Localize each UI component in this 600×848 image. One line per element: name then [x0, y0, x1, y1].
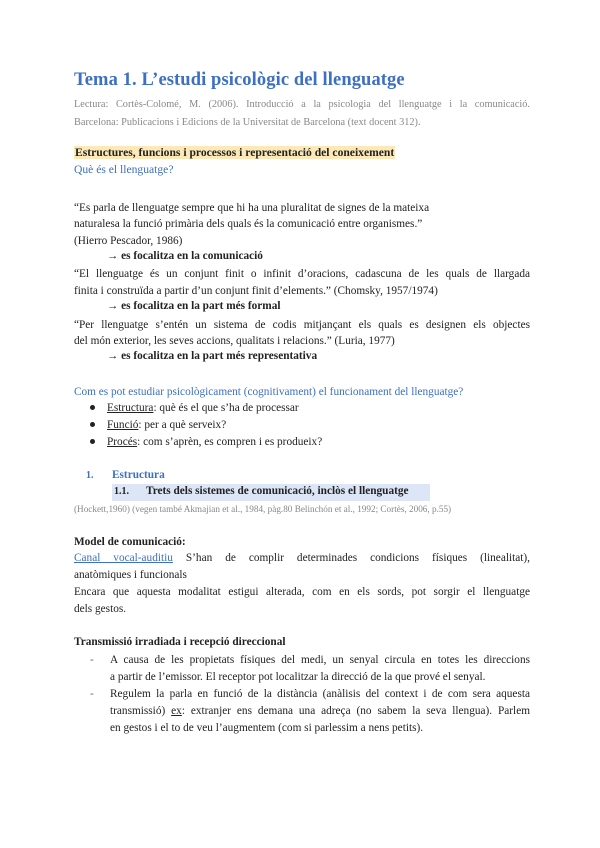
model-heading: Model de comunicació: — [74, 536, 186, 548]
model-line-4: dels gestos. — [74, 603, 127, 615]
model-line-2: anatòmiques i funcionals — [74, 569, 187, 581]
page-title: Tema 1. L’estudi psicològic del llenguatge — [74, 70, 405, 90]
model-line-1: Canal vocal-auditiu S’han de complir determinades condicions físiques (linealitat), — [74, 552, 530, 564]
bullet-icon — [90, 405, 95, 410]
transmission-item-1: - A causa de les propietats físiques del medi, un senyal circula en totes les direccions a partir de l’emissor. El receptor pot localitzar la direcció de la que prové el senyal. — [90, 654, 530, 683]
definition-1-line-1: “Es parla de llenguatge sempre que hi ha una pluralitat de signes de la mateixa — [74, 202, 430, 214]
channel-link[interactable]: Canal vocal-auditiu — [74, 552, 173, 564]
bullet-item-process: Procés: com s’aprèn, es compren i es produeix? — [90, 436, 322, 448]
section-question: Què és el llenguatge? — [74, 163, 174, 176]
definition-3-line-2: del món exterior, les seves accions, qualitats i relacions.” (Luria, 1977) — [74, 335, 395, 347]
bullet-item-structure: Estructura: què és el que s’ha de processar — [90, 402, 299, 414]
transmission-heading: Transmissió irradiada i recepció direccional — [74, 636, 286, 648]
bullet-icon — [90, 422, 95, 427]
definition-2-focus-note: → es focalitza en la part més formal — [107, 300, 281, 312]
section-heading: Estructures, funcions i processos i representació del coneixement — [75, 146, 395, 159]
dash-icon: - — [90, 688, 94, 700]
reading-line-2: Barcelona: Publicacions i Edicions de la Universitat de Barcelona (text docent 312). — [74, 117, 421, 128]
reading-reference — [74, 96, 530, 132]
bullet-icon — [90, 439, 95, 444]
definition-2-line-1: “El llenguatge és un conjunt finit o infinit d’oracions, cadascuna de les quals de llargada — [74, 268, 530, 280]
definition-3-line-1: “Per llenguatge s’entén un sistema de codis mitjançant els quals es designen els objectes — [74, 319, 530, 331]
study-question: Com es pot estudiar psicològicament (cognitivament) el funcionament del llenguatge? — [74, 386, 464, 398]
model-line-3: Encara que aquesta modalitat estigui alterada, com en els sords, pot sorgir el llenguatge — [74, 586, 530, 598]
definition-1-source: (Hierro Pescador, 1986) — [74, 235, 183, 247]
reading-line-1: Lectura: Cortès-Colomé, M. (2006). Introducció a la psicologia del llenguatge i la comunicació. — [74, 99, 530, 110]
citation-line: (Hockett,1960) (vegen també Akmajian et al., 1984, pàg.80 Belinchón et al., 1992; Cortès, 2006, p.55) — [74, 504, 452, 514]
definition-3-focus-note: → es focalitza en la part més representativa — [107, 350, 318, 362]
transmission-item-2: - Regulem la parla en funció de la distància (anàlisis del context i de com sera aquesta transmissió) ex: extranjer ens demana una adreça (no sabem la seva llengua). Parlem en gestos i el to de veu l’augmentem (com si parlessim a nens petits). — [90, 688, 530, 734]
definition-2-line-2: finita i construïda a partir d’un conjunt finit d’elements.” (Chomsky, 1957/1974) — [74, 285, 438, 297]
subheading-communication-traits: 1.1. Trets dels sistemes de comunicació, inclòs el llenguatge — [114, 485, 409, 497]
dash-icon: - — [90, 654, 94, 666]
heading-structure: 1. Estructura — [86, 469, 165, 481]
definition-1-focus-note: → es focalitza en la comunicació — [107, 250, 263, 262]
definition-1-line-2: naturalesa la funció primària dels quals és la comunicació entre organismes.” — [74, 218, 423, 230]
bullet-item-function: Funció: per a què serveix? — [90, 419, 226, 431]
